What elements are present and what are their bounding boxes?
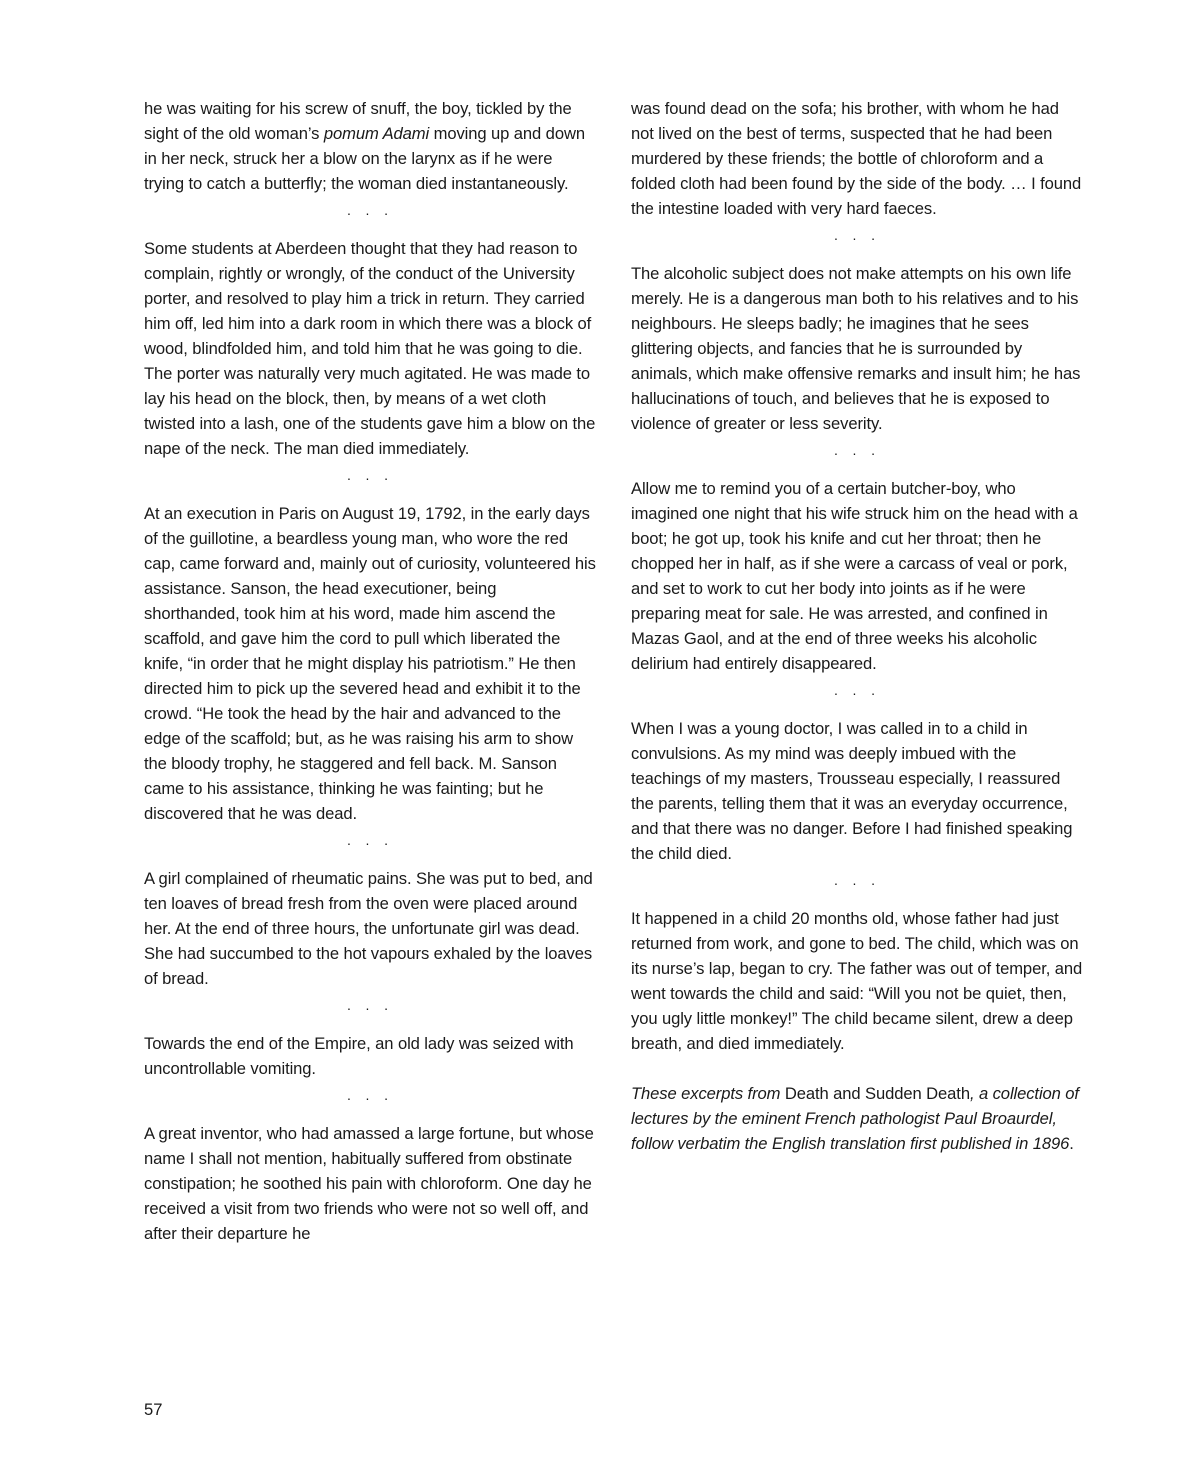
paragraph-old-lady-vomiting: Towards the end of the Empire, an old lady was seized with uncontrollable vomiting. [144,1034,574,1078]
paragraph-rheumatic-girl: A girl complained of rheumatic pains. She was put to bed, and ten loaves of bread fresh from the oven were placed around her. At the end of three hours, the unfortunate girl was dead. She had succumbed to the hot vapours exhaled by the loaves of bread. [144,869,593,988]
paragraph-butcher-boy: Allow me to remind you of a certain butcher-boy, who imagined one night that his wife struck him on the head with a boot; he got up, took his knife and cut her throat; then he chopped her in half, as if she were a carcass of veal or pork, and set to work to cut her body into joints as if he were preparing meat for sale. He was arrested, and confined in Mazas Gaol, and at the end of three weeks his alcoholic delirium had entirely disappeared. [631,479,1078,673]
section-separator: · · · [346,1090,394,1106]
paragraph-young-doctor: When I was a young doctor, I was called in to a child in convulsions. As my mind was deeply imbued with the teachings of my masters, Trousseau especially, I reassured the parents, telling them that it was an everyday occurrence, and that there was no danger. Before I had finished speaking the child died. [631,719,1073,863]
left-column [144,96,596,1246]
paragraph-alcoholic-subject: The alcoholic subject does not make attempts on his own life merely. He is a dangerous man both to his relatives and to his neighbours. He sleeps badly; he imagines that he sees glittering objects, and fancies that he is surrounded by animals, which make offensive remarks and insult him; he has hallucinations of touch, and believes that he is exposed to violence of greater or less severity. [631,264,1081,433]
page-number: 57 [144,1400,163,1419]
source-note-text: , a collection of lectures by the eminent French pathologist Paul Broaurdel, follow verbatim the English translation first published in 1896 [631,1084,1079,1153]
paragraph-text: moving up and down in her neck, struck her a blow on the larynx as if he were trying to catch a butterfly; the woman died instantaneously. [144,124,585,193]
paragraph-child-monkey: It happened in a child 20 months old, whose father had just returned from work, and gone to bed. The child, which was on its nurse’s lap, began to cry. The father was out of temper, and went towards the child and said: “Will you not be quiet, then, you ugly little monkey!” The child became silent, drew a deep breath, and died immediately. [631,909,1083,1053]
italic-term: pomum Adami [323,124,430,143]
paragraph-snuff-larynx [144,96,596,196]
section-separator: · · · [833,685,881,701]
source-note [631,1081,1083,1156]
section-separator: · · · [346,1000,394,1016]
paragraph-paris-execution: At an execution in Paris on August 19, 1792, in the early days of the guillotine, a beardless young man, who wore the red cap, came forward and, mainly out of curiosity, volunteered his assistance. Sanson, the head executioner, being shorthanded, took him at his word, made him ascend the scaffold, and gave him the cord to pull which liberated the knife, “in order that he might display his patriotism.” He then directed him to pick up the severed head and exhibit it to the crowd. “He took the head by the hair and advanced to the edge of the scaffold; but, as he was raising his arm to show the bloody trophy, he staggered and fell back. M. Sanson came to his assistance, thinking he was fainting; but he discovered that he was dead. [144,504,596,823]
right-column [631,96,1083,1156]
section-separator: · · · [833,230,881,246]
section-separator: · · · [346,470,394,486]
paragraph-found-dead-sofa: was found dead on the sofa; his brother, with whom he had not lived on the best of terms, suspected that he had been murdered by these friends; the bottle of chloroform and a folded cloth had been found by the side of the body. … I found the intestine loaded with very hard faeces. [631,99,1082,218]
source-note-period: . [1069,1134,1074,1153]
source-note-text: These excerpts from [631,1084,785,1103]
section-separator: · · · [346,205,394,221]
section-separator: · · · [833,445,881,461]
section-separator: · · · [833,875,881,891]
paragraph-aberdeen-porter: Some students at Aberdeen thought that they had reason to complain, rightly or wrongly, of the conduct of the University porter, and resolved to play him a trick in return. They carried him off, led him into a dark room in which there was a block of wood, blindfolded him, and told him that he was going to die. The porter was naturally very much agitated. He was made to lay his head on the block, then, by means of a wet cloth twisted into a lash, one of the students gave him a blow on the nape of the neck. The man died immediately. [144,239,596,458]
book-title: Death and Sudden Death [784,1084,970,1103]
paragraph-text: he was waiting for his screw of snuff, the boy, tickled by the sight of the old woman’s [144,99,572,143]
section-separator: · · · [346,835,394,851]
paragraph-great-inventor: A great inventor, who had amassed a large fortune, but whose name I shall not mention, habitually suffered from obstinate constipation; he soothed his pain with chloroform. One day he received a visit from two friends who were not so well off, and after their departure he [144,1124,594,1243]
